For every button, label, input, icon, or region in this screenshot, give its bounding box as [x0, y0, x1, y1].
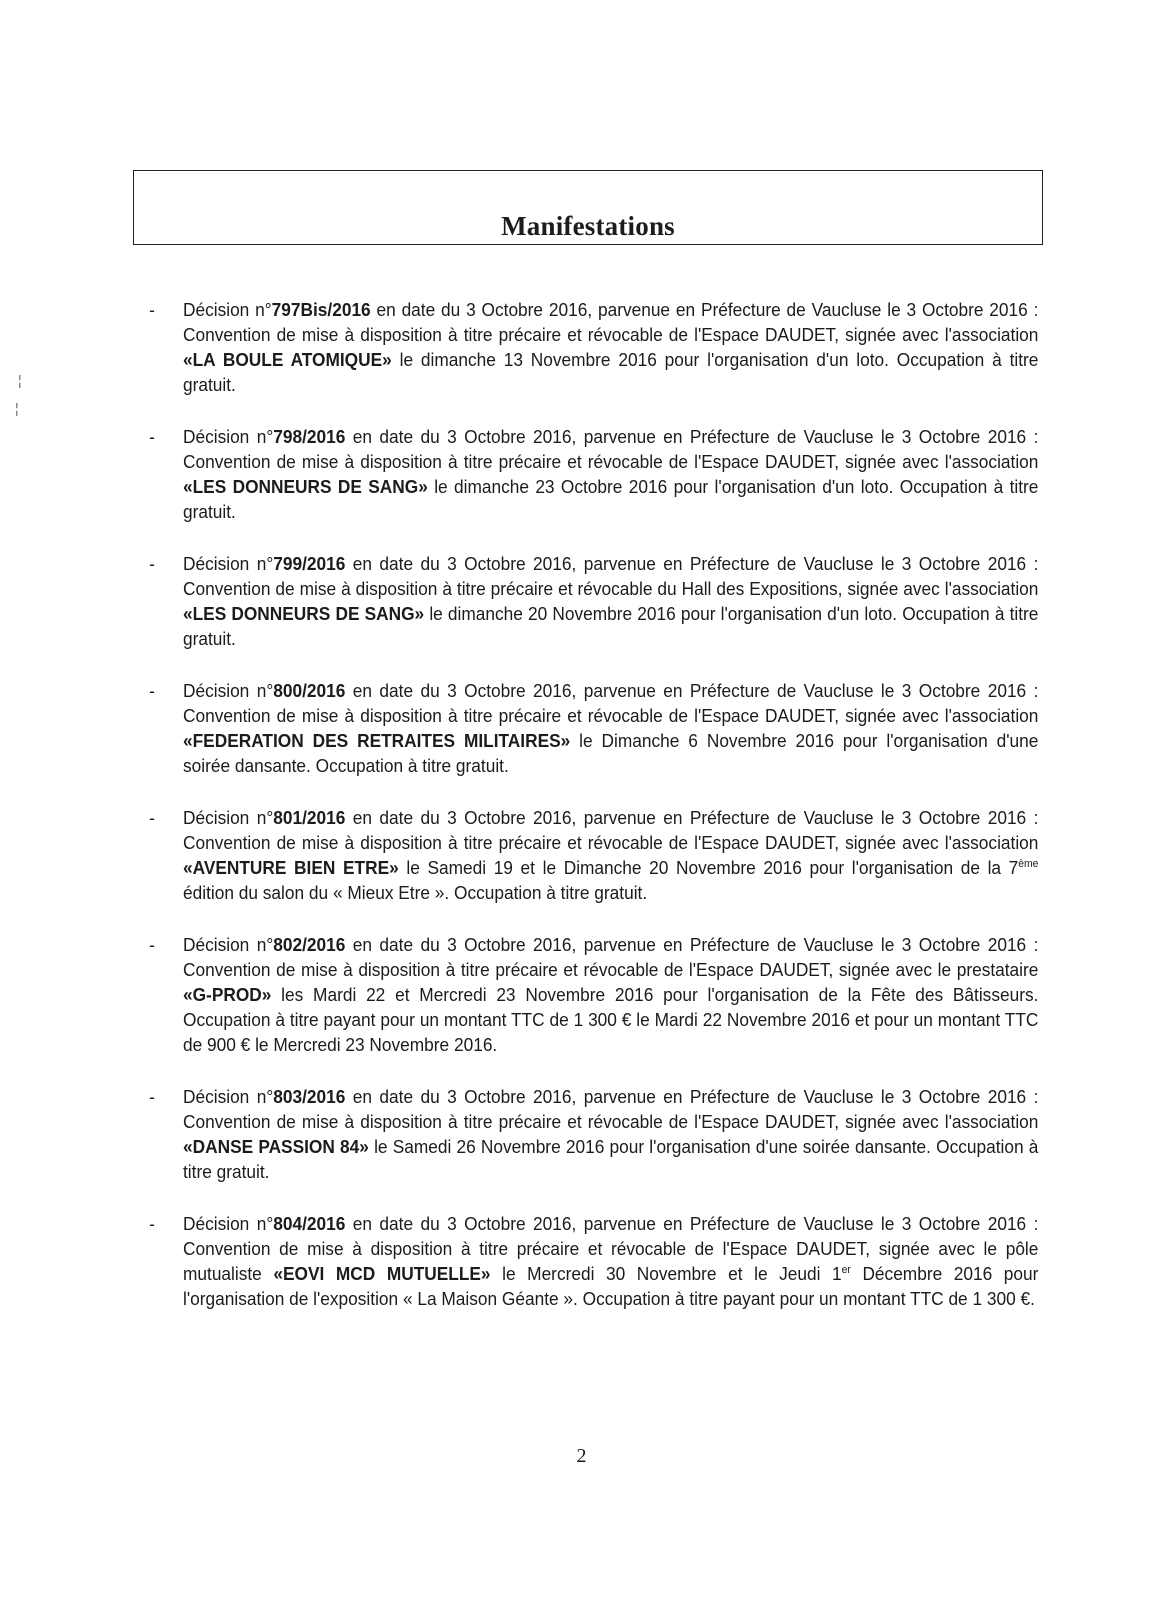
decision-text: le dimanche 13 Novembre 2016 pour l'organisation d'un loto. Occupation à titre gratuit.: [183, 349, 1039, 395]
organization-name: «AVENTURE BIEN ETRE»: [183, 857, 399, 878]
decision-text: en date du 3 Octobre 2016, parvenue en Préfecture de Vaucluse le 3 Octobre 2016 : Convention de mise à disposition à titre précaire et révocable du Hall des Expositions, signée avec l'association: [183, 553, 1039, 599]
organization-name: «G-PROD»: [183, 984, 272, 1005]
decision-text: en date du 3 Octobre 2016, parvenue en Préfecture de Vaucluse le 3 Octobre 2016 : Convention de mise à disposition à titre précaire et révocable de l'Espace DAUDET, signée avec le prestataire: [183, 934, 1039, 980]
section-title: Manifestations: [501, 211, 675, 241]
decision-item: [149, 1211, 1039, 1311]
list-dash: -: [149, 807, 155, 828]
decision-item: [149, 932, 1039, 1057]
decision-item: [149, 424, 1039, 524]
scan-mark: ¦: [15, 400, 19, 416]
decision-number: 801/2016: [273, 807, 346, 828]
decision-number: 800/2016: [273, 680, 346, 701]
decision-text: en date du 3 Octobre 2016, parvenue en Préfecture de Vaucluse le 3 Octobre 2016 : Convention de mise à disposition à titre précaire et révocable de l'Espace DAUDET, signée avec l'association: [183, 299, 1039, 345]
organization-name: «LES DONNEURS DE SANG»: [183, 476, 428, 497]
decision-item: [149, 297, 1039, 397]
decision-text: le dimanche 23 Octobre 2016 pour l'organisation d'un loto. Occupation à titre gratuit.: [183, 476, 1039, 522]
organization-name: «DANSE PASSION 84»: [183, 1136, 369, 1157]
ordinal-suffix: ème: [1018, 858, 1039, 870]
decision-text: le Samedi 19 et le Dimanche 20 Novembre 2016 pour l'organisation de la 7: [398, 857, 1019, 878]
decision-prefix: Décision n°: [183, 807, 274, 828]
list-dash: -: [149, 934, 155, 955]
decision-number: 802/2016: [273, 934, 346, 955]
decision-text: le dimanche 20 Novembre 2016 pour l'organisation d'un loto. Occupation à titre gratuit.: [183, 603, 1039, 649]
decision-item: [149, 805, 1039, 905]
section-header-box: [133, 170, 1043, 245]
decision-number: 804/2016: [273, 1213, 346, 1234]
decision-text: Décembre 2016 pour l'organisation de l'exposition « La Maison Géante ». Occupation à titre payant pour un montant TTC de 1 300 €.: [183, 1263, 1039, 1309]
decision-prefix: Décision n°: [183, 1086, 274, 1107]
decision-text: le Samedi 26 Novembre 2016 pour l'organisation d'une soirée dansante. Occupation à titre gratuit.: [183, 1136, 1039, 1182]
decision-prefix: Décision n°: [183, 426, 274, 447]
decision-text: édition du salon du « Mieux Etre ». Occupation à titre gratuit.: [183, 882, 648, 903]
organization-name: «FEDERATION DES RETRAITES MILITAIRES»: [183, 730, 571, 751]
decision-item: [149, 1084, 1039, 1184]
decision-prefix: Décision n°: [183, 553, 274, 574]
decision-text: en date du 3 Octobre 2016, parvenue en Préfecture de Vaucluse le 3 Octobre 2016 : Convention de mise à disposition à titre précaire et révocable de l'Espace DAUDET, signée avec l'association: [183, 426, 1039, 472]
decision-prefix: Décision n°: [183, 934, 274, 955]
decision-item: [149, 551, 1039, 651]
list-dash: -: [149, 680, 155, 701]
decision-text: le Dimanche 6 Novembre 2016 pour l'organisation d'une soirée dansante. Occupation à titre gratuit.: [183, 730, 1039, 776]
list-dash: -: [149, 1086, 155, 1107]
decision-prefix: Décision n°: [183, 680, 274, 701]
ordinal-suffix: er: [841, 1264, 851, 1276]
decision-number: 799/2016: [273, 553, 346, 574]
organization-name: «LA BOULE ATOMIQUE»: [183, 349, 392, 370]
list-dash: -: [149, 1213, 155, 1234]
scan-mark: ¦: [18, 372, 22, 388]
decision-number: 797Bis/2016: [271, 299, 371, 320]
list-dash: -: [149, 299, 155, 320]
decision-item: [149, 678, 1039, 778]
list-dash: -: [149, 426, 155, 447]
page-number: 2: [576, 1445, 587, 1467]
decision-text: en date du 3 Octobre 2016, parvenue en Préfecture de Vaucluse le 3 Octobre 2016 : Convention de mise à disposition à titre précaire et révocable de l'Espace DAUDET, signée avec le pôle mutualiste: [183, 1213, 1039, 1284]
decision-text: les Mardi 22 et Mercredi 23 Novembre 2016 pour l'organisation de la Fête des Bâtisseurs. Occupation à titre payant pour un montant TTC de 1 300 € le Mardi 22 Novembre 2016 et pour un montant TTC de 900 € le Mercredi 23 Novembre 2016.: [183, 984, 1039, 1055]
decision-prefix: Décision n°: [183, 1213, 274, 1234]
organization-name: «EOVI MCD MUTUELLE»: [273, 1263, 491, 1284]
decision-text: le Mercredi 30 Novembre et le Jeudi 1: [490, 1263, 842, 1284]
decision-list: [0, 297, 1163, 1338]
decision-prefix: Décision n°: [183, 299, 272, 320]
decision-text: en date du 3 Octobre 2016, parvenue en Préfecture de Vaucluse le 3 Octobre 2016 : Convention de mise à disposition à titre précaire et révocable de l'Espace DAUDET, signée avec l'association: [183, 807, 1039, 853]
organization-name: «LES DONNEURS DE SANG»: [183, 603, 425, 624]
decision-number: 803/2016: [273, 1086, 346, 1107]
decision-text: en date du 3 Octobre 2016, parvenue en Préfecture de Vaucluse le 3 Octobre 2016 : Convention de mise à disposition à titre précaire et révocable de l'Espace DAUDET, signée avec l'association: [183, 1086, 1039, 1132]
list-dash: -: [149, 553, 155, 574]
decision-number: 798/2016: [273, 426, 346, 447]
decision-text: en date du 3 Octobre 2016, parvenue en Préfecture de Vaucluse le 3 Octobre 2016 : Convention de mise à disposition à titre précaire et révocable de l'Espace DAUDET, signée avec l'association: [183, 680, 1039, 726]
